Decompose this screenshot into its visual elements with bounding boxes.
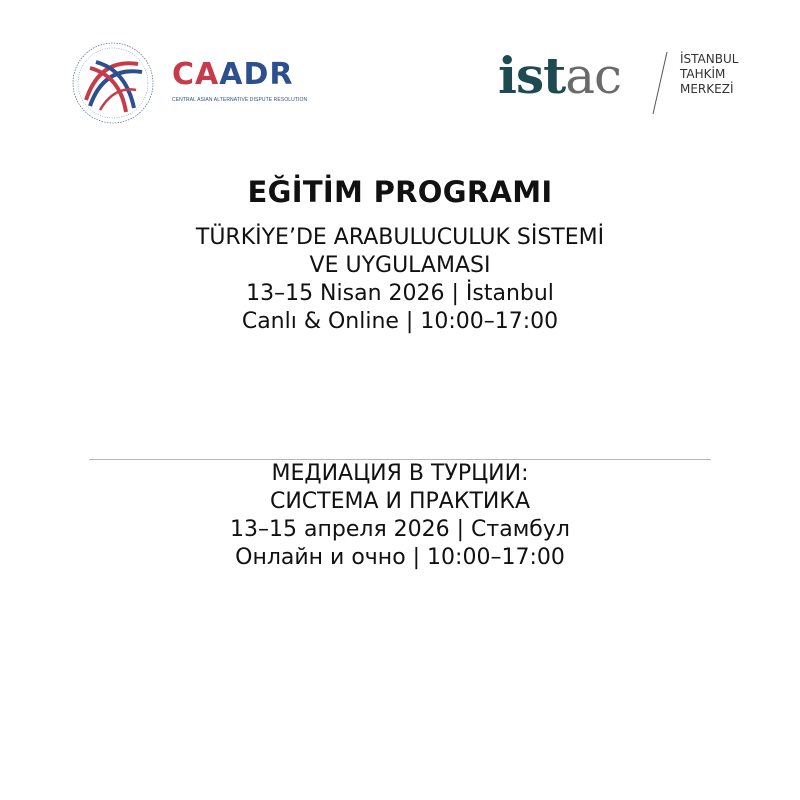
istac-wordmark-ac: ac — [565, 47, 622, 105]
russian-date-location: 13–15 апреля 2026 | Стамбул — [230, 517, 570, 542]
russian-format-time: Онлайн и очно | 10:00–17:00 — [235, 545, 565, 570]
istac-sub-line3: MERKEZİ — [680, 82, 734, 96]
russian-course-title-line2: СИСТЕМА И ПРАКТИКА — [269, 489, 531, 514]
istac-wordmark-ist: ist — [498, 46, 566, 105]
caadr-wordmark-adr: ADR — [219, 57, 294, 92]
caadr-wordmark-a: A — [195, 57, 220, 92]
caadr-logo — [70, 40, 308, 128]
caadr-wordmark-c: C — [172, 57, 196, 92]
caadr-wordmark — [172, 58, 293, 92]
caadr-tagline: CENTRAL ASIAN ALTERNATIVE DISPUTE RESOLUTION — [172, 97, 308, 103]
caadr-seal-icon — [70, 40, 156, 126]
turkish-course-title-line2: VE UYGULAMASI — [309, 253, 491, 278]
turkish-program-block — [0, 172, 800, 336]
program-title: EĞİTİM PROGRAMI — [247, 175, 553, 209]
istac-subtitle — [680, 52, 738, 97]
istac-sub-line2: TAHKİM — [680, 67, 726, 81]
istac-sub-line1: İSTANBUL — [680, 52, 739, 66]
istac-logo — [498, 44, 758, 124]
istac-wordmark — [498, 44, 621, 108]
istac-slash-divider — [650, 50, 670, 116]
russian-program-block — [0, 460, 800, 572]
turkish-date-location: 13–15 Nisan 2026 | İstanbul — [246, 281, 554, 306]
turkish-course-title-line1: TÜRKİYE’DE ARABULUCULUK SİSTEMİ — [195, 225, 605, 250]
turkish-format-time: Canlı & Online | 10:00–17:00 — [241, 309, 559, 334]
russian-course-title-line1: МЕДИАЦИЯ В ТУРЦИИ: — [271, 461, 529, 486]
